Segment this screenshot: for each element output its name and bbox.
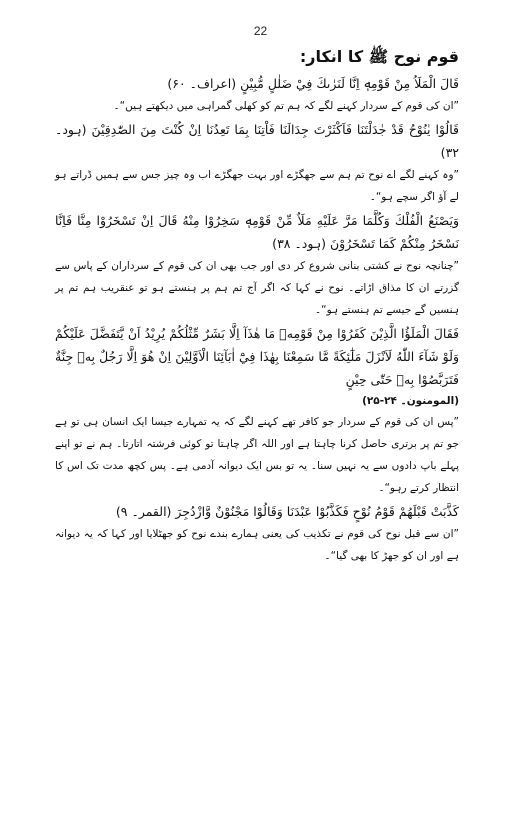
urdu-translation: ”ان سے قبل نوح کی قوم نے تکذیب کی یعنی ہمارے بندے نوح کو جھٹلایا اور کہا کہ یہ دیوانہ ہے اور ان کو جھڑ کا بھی گیا“۔ — [55, 528, 459, 562]
quran-verse-qamar-9: كَذَّبَتْ قَبْلَهُمْ قَوْمُ نُوْحٍ فَكَذَّبُوْا عَبْدَنَا وَقَالُوْا مَجْنُوْنٌ وَّازْدُجِرَ (القمر۔ ۹) — [115, 504, 459, 519]
quran-verse-hud-38: وَيَصْنَعُ الْفُلْكَ وَكُلَّمَا مَرَّ عَلَيْهِ مَلَاٌ مِّنْ قَوْمِهٖ سَخِرُوْا مِنْهُ قَالَ اِنْ تَسْخَرُوْا مِنَّا فَاِنَّا نَسْخَرُ مِنْكُمْ كَمَا تَسْخَرُوْنَ (ہود۔ ۳۸) — [55, 213, 459, 251]
section-heading: قوم نوح ﷺ کا انکار: — [299, 47, 459, 66]
page-body — [55, 44, 459, 568]
quran-verse-hud-32: قَالُوْا يٰنُوْحُ قَدْ جٰدَلْتَنَا فَاَكْثَرْتَ جِدَالَنَا فَاْتِنَا بِمَا تَعِدُنَا اِنْ كُنْتَ مِنَ الصّٰدِقِيْنَ (ہود۔ ۳۲) — [55, 122, 459, 160]
verse-reference: (المومنون۔ ۲۴-۲۵) — [362, 395, 459, 407]
urdu-translation: ”وہ کہنے لگے اے نوح تم ہم سے جھگڑے اور بہت جھگڑے اب وہ چیز جس سے ہمیں ڈراتے ہو لے آؤ اگر سچے ہو“۔ — [55, 169, 459, 203]
urdu-translation: ”چنانچہ نوح نے کشتی بنانی شروع کر دی اور جب بھی ان کی قوم کے سرداران کے پاس سے گزرتے ان کا مذاق اڑاتے۔ نوح نے کہا کہ اگر آج تم ہم پر ہنستے ہو تو عنقریب ہم تم پر ہنسیں گے جیسے تم ہنستے ہو“۔ — [55, 260, 459, 316]
quran-verse-muminun-24-25: فَقَالَ الْمَلَؤُا الَّذِيْنَ كَفَرُوْا مِنْ قَوْمِهٖ مَا هٰذَآ اِلَّا بَشَرٌ مِّثْلُكُمْ يُرِيْدُ اَنْ يَّتَفَضَّلَ عَلَيْكُمْ وَلَوْ شَآءَ اللّٰهُ لَاَنْزَلَ مَلٰٓئِكَةً مَّا سَمِعْنَا بِهٰذَا فِيْٓ اٰبَآئِنَا الْاَوَّلِيْنَ اِنْ هُوَ اِلَّا رَجُلٌ بِهٖ جِنَّةٌ فَتَرَبَّصُوْا بِهٖ حَتّٰى حِيْنٍ — [55, 326, 459, 387]
quran-verse-araf-60: قَالَ الْمَلَاُ مِنْ قَوْمِهٖ اِنَّا لَنَرٰىكَ فِيْ ضَلٰلٍ مُّبِيْنٍ (اعراف۔ ۶۰) — [167, 76, 459, 91]
page-number: 22 — [253, 24, 268, 38]
urdu-translation: ”پس ان کی قوم کے سردار جو کافر تھے کہنے لگے کہ یہ تمہارے جیسا ایک انسان ہی تو ہے جو تم پر برتری حاصل کرنا چاہتا ہے اور اللہ اگر چاہتا تو کوئی فرشتہ اتارتا۔ ہم نے تو اپنے پہلے باپ دادوں سے یہ نہیں سنا۔ یہ تو بس ایک دیوانہ آدمی ہے۔ پس کچھ مدت تک اس کا انتظار کرتے رہو“۔ — [55, 416, 459, 494]
urdu-translation: ”ان کی قوم کے سردار کہنے لگے کہ ہم تم کو کھلی گمراہی میں دیکھتے ہیں“۔ — [113, 100, 459, 112]
